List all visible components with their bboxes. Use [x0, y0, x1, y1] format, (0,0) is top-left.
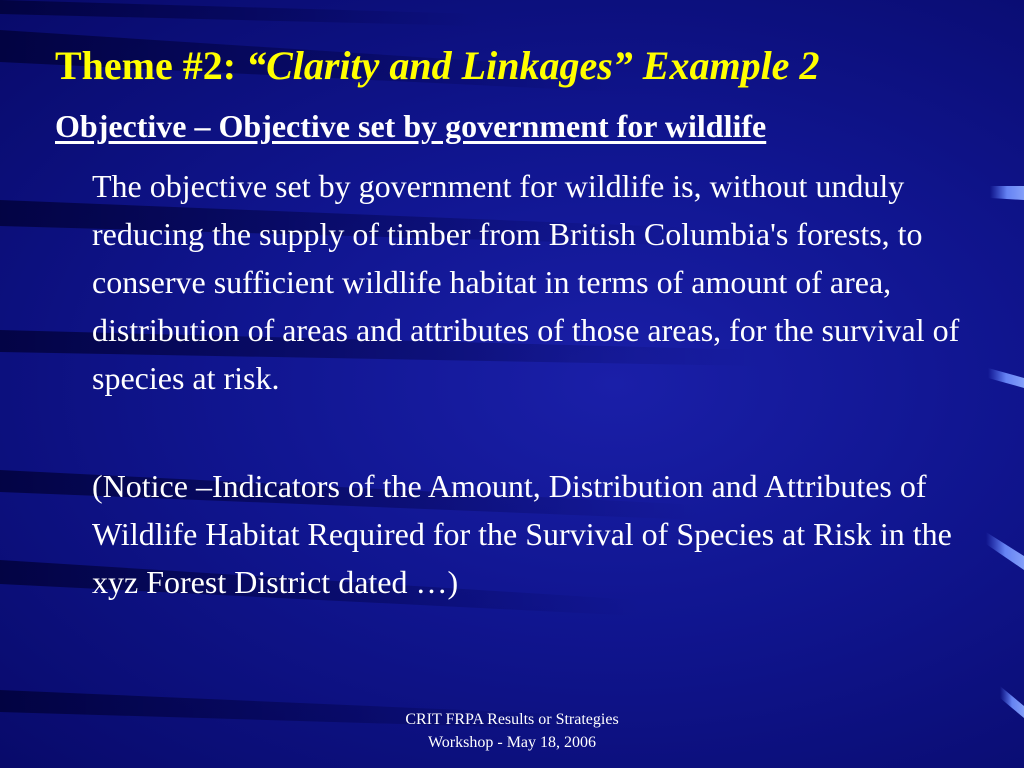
footer-line-2: Workshop - May 18, 2006 — [427, 734, 597, 751]
slide-title — [55, 42, 819, 90]
objective-heading: Objective – Objective set by government for wildlife — [55, 108, 767, 144]
title-emphasis: “Clarity and Linkages” Example 2 — [246, 43, 820, 88]
objective-paragraph: The objective set by government for wildlife is, without unduly reducing the supply of timber from British Columbia's forests, to conserve sufficient wildlife habitat in terms of amount of area, distribution of areas and attributes of those areas, for the survival of species at risk. — [92, 168, 960, 396]
title-prefix: Theme #2: — [55, 43, 247, 88]
footer-line-1: CRIT FRPA Results or Strategies — [405, 711, 619, 728]
notice-paragraph: (Notice –Indicators of the Amount, Distribution and Attributes of Wildlife Habitat Required for the Survival of Species at Risk in the xyz Forest District dated …) — [92, 468, 952, 600]
slide-footer — [362, 708, 662, 754]
